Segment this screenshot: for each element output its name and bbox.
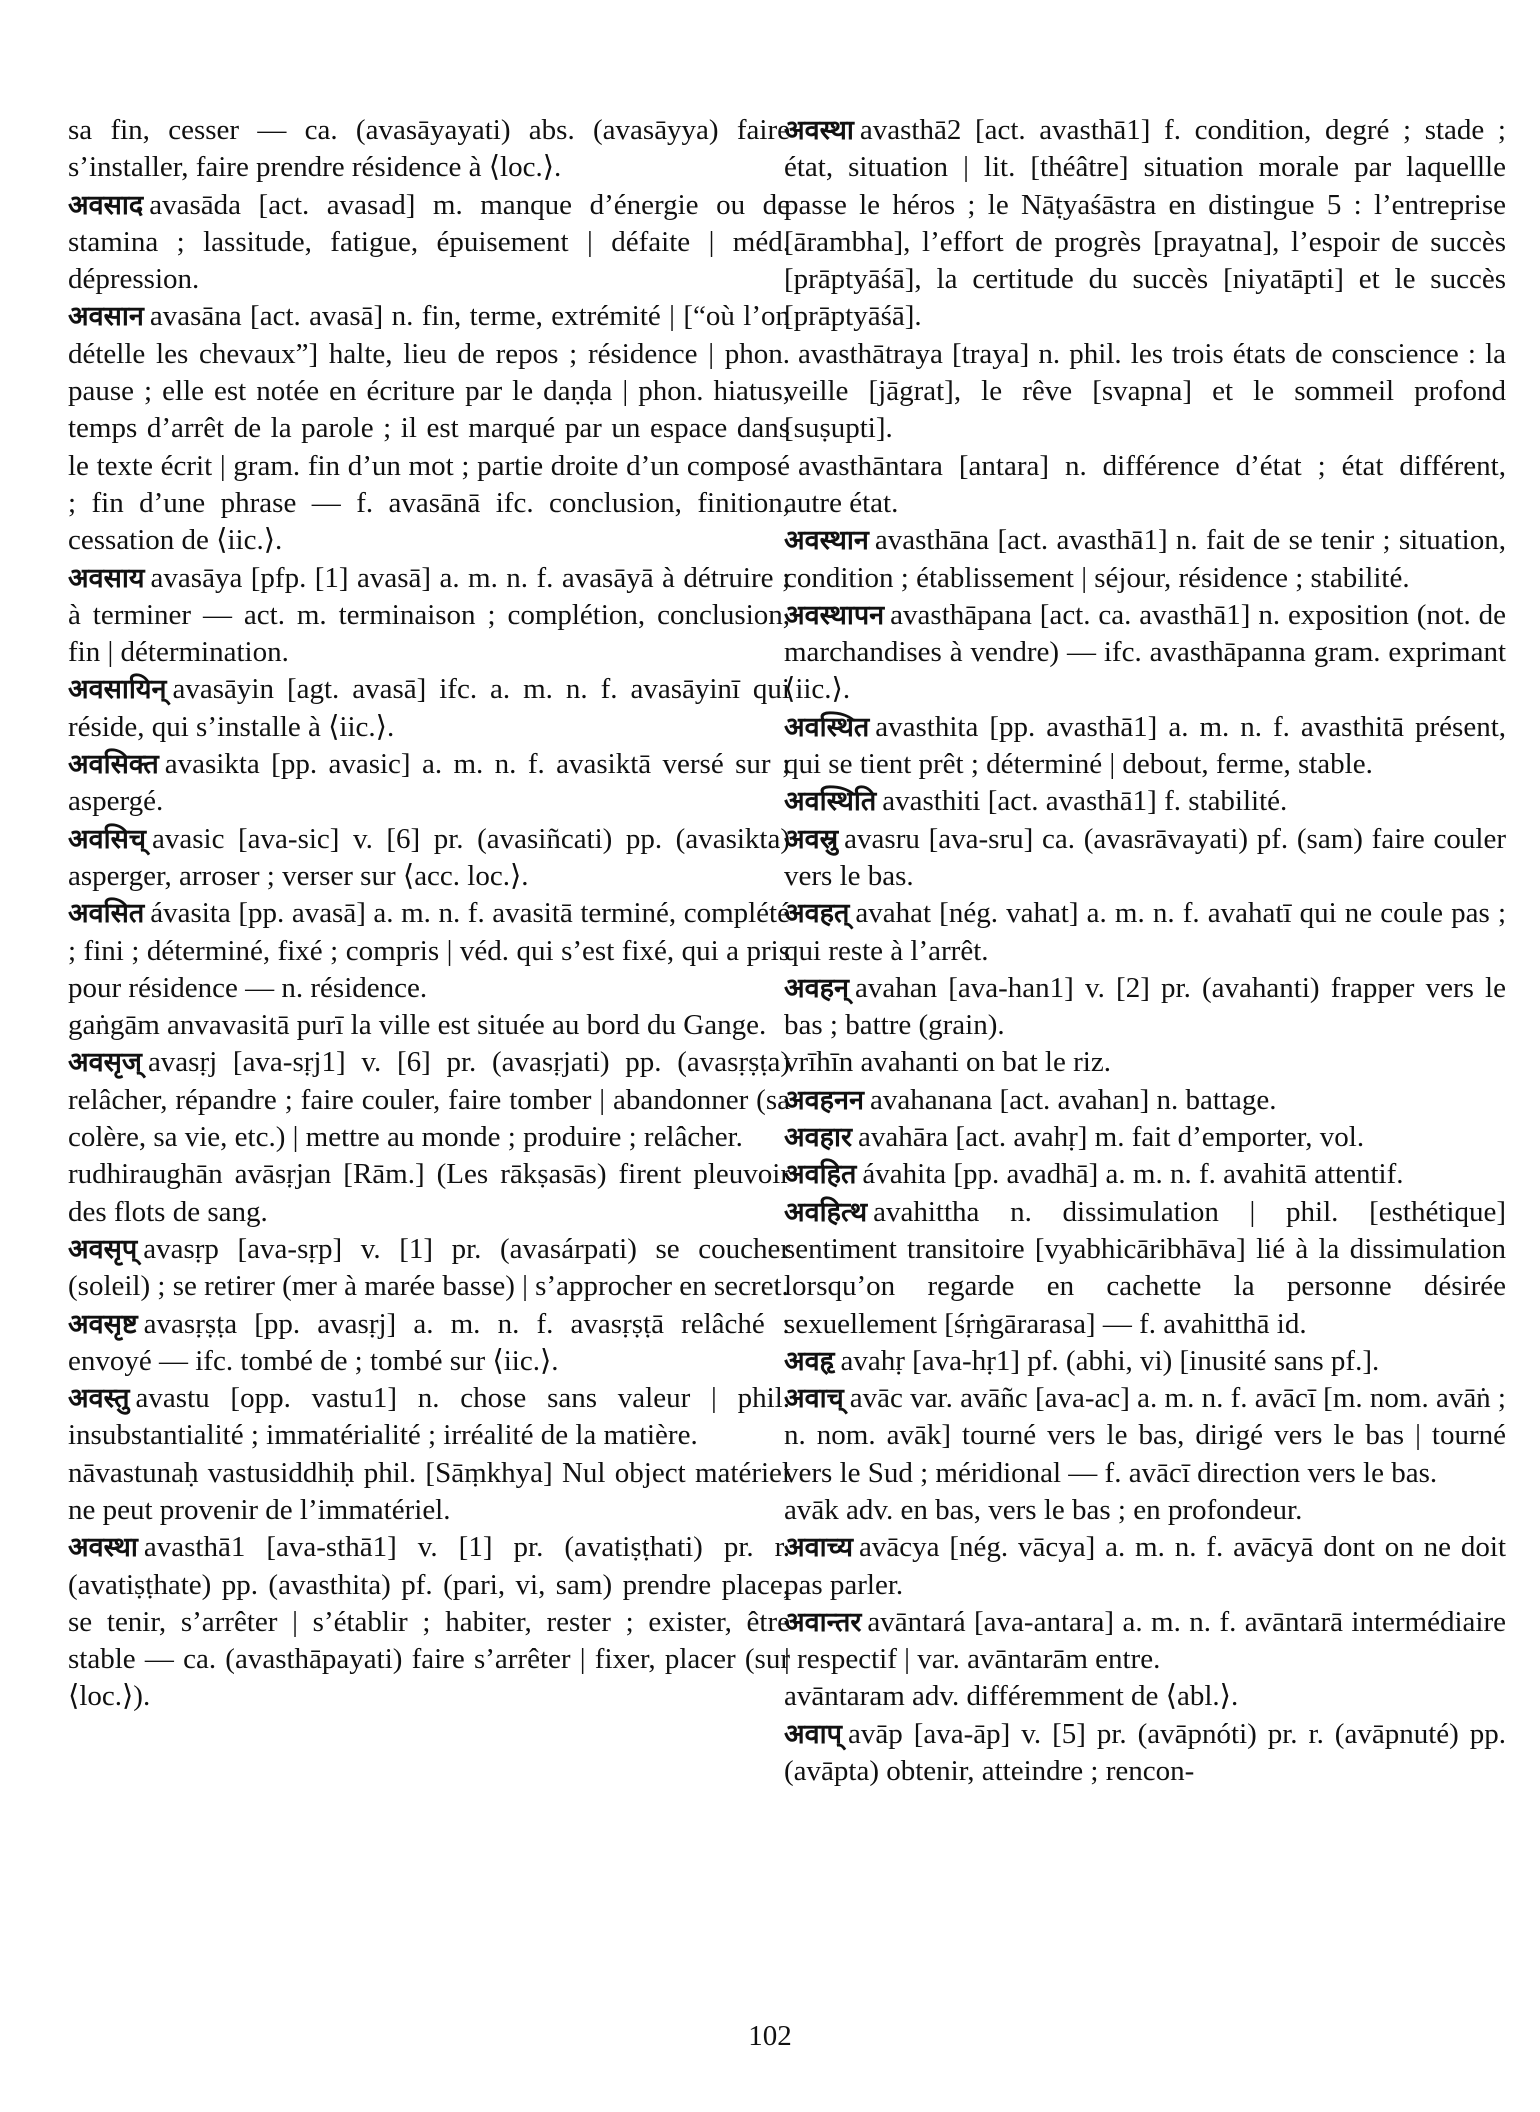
devanagari-headword: अवाप् bbox=[784, 1718, 842, 1750]
dictionary-entry bbox=[784, 522, 1506, 597]
entry-text: avasṛj [ava-sṛj1] v. [6] pr. (avasṛjati) pp. (avasṛṣṭa) relâcher, répandre ; faire couler, faire tomber | abandonner (sa colère, sa vie, etc.) | mettre au monde ; produire ; relâcher. bbox=[68, 1046, 790, 1154]
entry-text: avasṛp [ava-sṛp] v. [1] pr. (avasárpati) se coucher (soleil) ; se retirer (mer à marée basse) | s’approcher en secret. bbox=[68, 1232, 790, 1303]
devanagari-headword: अवसाद bbox=[68, 189, 144, 221]
entry-text: avasthāna [act. avasthā1] n. fait de se tenir ; situation, condition ; établissement | séjour, résidence ; stabilité. bbox=[784, 524, 1506, 594]
entry-text: avasru [ava-sru] ca. (avasrāvayati) pf. (sam) faire couler vers le bas. bbox=[784, 822, 1506, 892]
dictionary-entry bbox=[784, 1082, 1506, 1119]
entry-text: avasāda [act. avasad] m. manque d’énergie ou de stamina ; lassitude, fatigue, épuisement | défaite | méd. dépression. bbox=[68, 188, 790, 296]
dictionary-entry bbox=[68, 1007, 790, 1044]
devanagari-headword: अवसित bbox=[68, 898, 145, 930]
entry-text: avāntaram adv. différemment de ⟨abl.⟩. bbox=[784, 1680, 1239, 1713]
entry-text: ávasita [pp. avasā] a. m. n. f. avasitā terminé, complété ; fini ; déterminé, fixé ; compris | véd. qui s’est fixé, qui a pris pour résidence — n. résidence. bbox=[68, 897, 790, 1004]
entry-text: gaṅgām anvavasitā purī la ville est située au bord du Gange. bbox=[68, 1009, 767, 1042]
dictionary-entry bbox=[784, 709, 1506, 784]
entry-text: avāk adv. en bas, vers le bas ; en profondeur. bbox=[784, 1493, 1303, 1526]
entry-text: avāp [ava-āp] v. [5] pr. (avāpnóti) pr. r. (avāpnuté) pp. (avāpta) obtenir, atteindre ; rencon- bbox=[784, 1717, 1506, 1788]
dictionary-entry bbox=[784, 597, 1506, 709]
devanagari-headword: अवहनन bbox=[784, 1084, 864, 1116]
dictionary-entry bbox=[784, 970, 1506, 1045]
dictionary-entry bbox=[784, 1119, 1506, 1156]
entry-text: avasthā2 [act. avasthā1] f. condition, degré ; stade ; état, situation | lit. [théâtre] situation morale par laquellle passe le héros ; le Nāṭyaśāstra en distingue 5 : l’entreprise [ārambha], l’effort de progrès [prayatna], l’espoir de succès [prāptyāśā], la certitude du succès [niyatāpti] et le succès [prāptyāśā]. bbox=[784, 114, 1506, 333]
devanagari-headword: अवसृप् bbox=[68, 1233, 138, 1265]
dictionary-entry bbox=[68, 821, 790, 896]
dictionary-entry bbox=[68, 298, 790, 559]
devanagari-headword: अवसिच् bbox=[68, 823, 147, 855]
entry-text: vrīhīn avahanti on bat le riz. bbox=[784, 1046, 1111, 1079]
entry-text: avasthāntara [antara] n. différence d’état ; état différent, autre état. bbox=[784, 449, 1506, 519]
dictionary-entry bbox=[784, 1492, 1506, 1529]
dictionary-entry bbox=[68, 1529, 790, 1715]
entry-text: avasikta [pp. avasic] a. m. n. f. avasiktā versé sur ; aspergé. bbox=[68, 748, 790, 818]
entry-text: ávahita [pp. avadhā] a. m. n. f. avahitā attentif. bbox=[862, 1158, 1404, 1191]
devanagari-headword: अवस्रु bbox=[784, 823, 839, 855]
entry-text: nāvastunaḥ vastusiddhiḥ phil. [Sāṃkhya] Nul object matériel ne peut provenir de l’immatériel. bbox=[68, 1456, 790, 1526]
devanagari-headword: अवस्था bbox=[784, 115, 854, 146]
page-number: 102 bbox=[748, 2020, 792, 2052]
entry-text: avahanana [act. avahan] n. battage. bbox=[869, 1083, 1277, 1116]
entry-text: avasthiti [act. avasthā1] f. stabilité. bbox=[882, 785, 1288, 818]
devanagari-headword: अवस्था bbox=[68, 1532, 138, 1564]
entry-text: avasthita [pp. avasthā1] a. m. n. f. avasthitā présent, qui se tient prêt ; déterminé | debout, ferme, stable. bbox=[784, 710, 1506, 781]
entry-text: avāc var. avāñc [ava-ac] a. m. n. f. avācī [m. nom. avāṅ ; n. nom. avāk] tourné vers le bas, dirigé vers le bas | tourné vers le Sud ; méridional — f. avācī direction vers le bas. bbox=[784, 1382, 1506, 1489]
dictionary-entry bbox=[68, 746, 790, 821]
devanagari-headword: अवस्थान bbox=[784, 525, 869, 557]
dictionary-entry bbox=[784, 895, 1506, 970]
dictionary-entry bbox=[784, 336, 1506, 448]
entry-text: avasthātraya [traya] n. phil. les trois états de conscience : la veille [jāgrat], le rêve [svapna] et le sommeil profond [suṣupti]. bbox=[784, 337, 1506, 445]
entry-text: avasāya [pfp. [1] avasā] a. m. n. f. avasāyā à détruire ; à terminer — act. m. terminaison ; complétion, conclusion, fin | détermination. bbox=[68, 561, 790, 669]
entry-text: avastu [opp. vastu1] n. chose sans valeur | phil. insubstantialité ; immatérialité ; irréalité de la matière. bbox=[68, 1382, 790, 1452]
entry-text: avācya [nég. vācya] a. m. n. f. avācyā dont on ne doit pas parler. bbox=[784, 1531, 1506, 1601]
devanagari-headword: अवसायिन् bbox=[68, 674, 167, 706]
devanagari-headword: अवसिक्त bbox=[68, 749, 159, 781]
devanagari-headword: अवस्थित bbox=[784, 711, 870, 743]
dictionary-entry bbox=[784, 1716, 1506, 1791]
devanagari-headword: अवहित्थ bbox=[784, 1196, 868, 1228]
dictionary-entry bbox=[784, 783, 1506, 820]
entry-text: avasṛṣṭa [pp. avasṛj] a. m. n. f. avasṛṣṭā relâché : envoyé — ifc. tombé de ; tombé sur ⟨iic.⟩. bbox=[68, 1307, 790, 1377]
entry-text: avasāna [act. avasā] n. fin, terme, extrémité | [“où l’on dételle les chevaux”] halte, lieu de repos ; résidence | phon. pause ; elle est notée en écriture par le daṇḍa | phon. hiatus, temps d’arrêt de la parole ; il est marqué par un espace dans le texte écrit | gram. fin d’un mot ; partie droite d’un composé ; fin d’une phrase — f. avasānā ifc. conclusion, finition, cessation de ⟨iic.⟩. bbox=[68, 300, 790, 557]
dictionary-entry bbox=[68, 1306, 790, 1381]
dictionary-entry bbox=[784, 821, 1506, 896]
devanagari-headword: अवहित bbox=[784, 1159, 857, 1191]
entry-text: avahṛ [ava-hṛ1] pf. (abhi, vi) [inusité sans pf.]. bbox=[840, 1344, 1380, 1377]
dictionary-entry bbox=[68, 1380, 790, 1455]
dictionary-entry bbox=[784, 1343, 1506, 1380]
dictionary-entry bbox=[68, 1231, 790, 1306]
devanagari-headword: अवाच्य bbox=[784, 1532, 853, 1564]
entry-text: avahāra [act. avahṛ] m. fait d’emporter, vol. bbox=[858, 1121, 1365, 1154]
left-column bbox=[68, 112, 790, 1716]
devanagari-headword: अवहार bbox=[784, 1122, 853, 1154]
devanagari-headword: अवस्थापन bbox=[784, 599, 885, 631]
dictionary-entry bbox=[784, 1678, 1506, 1715]
entry-text: avasthāpana [act. ca. avasthā1] n. exposition (not. de marchandises à vendre) — ifc. avasthāpanna gram. exprimant ⟨iic.⟩. bbox=[784, 598, 1506, 706]
dictionary-entry bbox=[784, 1604, 1506, 1679]
devanagari-headword: अवान्तर bbox=[784, 1606, 862, 1638]
devanagari-headword: अवसाय bbox=[68, 562, 145, 594]
dictionary-entry bbox=[68, 560, 790, 672]
entry-text: avāntará [ava-antara] a. m. n. f. avāntarā intermédiaire | respectif | var. avāntarām entre. bbox=[784, 1605, 1506, 1676]
devanagari-headword: अवस्तु bbox=[68, 1383, 130, 1415]
entry-text: avahan [ava-han1] v. [2] pr. (avahanti) frapper vers le bas ; battre (grain). bbox=[784, 971, 1506, 1042]
dictionary-entry bbox=[68, 1044, 790, 1156]
dictionary-entry bbox=[784, 1156, 1506, 1193]
devanagari-headword: अवहृ bbox=[784, 1345, 835, 1377]
dictionary-entry bbox=[784, 1194, 1506, 1343]
devanagari-headword: अवस्थिति bbox=[784, 786, 877, 818]
dictionary-entry bbox=[784, 112, 1506, 336]
dictionary-entry bbox=[68, 1455, 790, 1530]
dictionary-entry bbox=[784, 448, 1506, 523]
dictionary-entry bbox=[68, 1156, 790, 1231]
entry-text: avahat [nég. vahat] a. m. n. f. avahatī qui ne coule pas ; qui reste à l’arrêt. bbox=[784, 897, 1506, 967]
dictionary-entry bbox=[68, 895, 790, 1007]
right-column bbox=[784, 112, 1506, 1790]
dictionary-entry bbox=[68, 112, 790, 187]
devanagari-headword: अवसृज् bbox=[68, 1047, 142, 1079]
dictionary-entry bbox=[784, 1380, 1506, 1492]
entry-text: rudhiraughān avāsṛjan [Rām.] (Les rākṣasās) firent pleuvoir des flots de sang. bbox=[68, 1158, 790, 1228]
devanagari-headword: अवसान bbox=[68, 301, 144, 333]
entry-text: avahittha n. dissimulation | phil. [esthétique] sentiment transitoire [vyabhicāribhāva] lié à la dissimulation lorsqu’on regarde en cachette la personne désirée sexuellement [śṛṅgārarasa] — f. avahitthā id. bbox=[784, 1195, 1506, 1340]
entry-text: sa fin, cesser — ca. (avasāyayati) abs. (avasāyya) faire s’installer, faire prendre résidence à ⟨loc.⟩. bbox=[68, 114, 790, 184]
devanagari-headword: अवहन् bbox=[784, 972, 849, 1004]
entry-text: avasthā1 [ava-sthā1] v. [1] pr. (avatiṣṭhati) pr. r. (avatiṣṭhate) pp. (avasthita) pf. (pari, vi, sam) prendre place, se tenir, s’arrêter | s’établir ; habiter, rester ; exister, être stable — ca. (avasthāpayati) faire s’arrêter | fixer, placer (sur ⟨loc.⟩). bbox=[68, 1531, 790, 1713]
entry-text: avasāyin [agt. avasā] ifc. a. m. n. f. avasāyinī qui réside, qui s’installe à ⟨iic.⟩. bbox=[68, 673, 790, 743]
entry-text: avasic [ava-sic] v. [6] pr. (avasiñcati) pp. (avasikta) asperger, arroser ; verser sur ⟨acc. loc.⟩. bbox=[68, 822, 790, 892]
dictionary-entry bbox=[784, 1529, 1506, 1604]
devanagari-headword: अवाच् bbox=[784, 1383, 844, 1415]
dictionary-entry bbox=[68, 187, 790, 299]
dictionary-entry bbox=[784, 1044, 1506, 1081]
devanagari-headword: अवहत् bbox=[784, 898, 850, 930]
devanagari-headword: अवसृष्ट bbox=[68, 1308, 138, 1340]
dictionary-entry bbox=[68, 671, 790, 746]
